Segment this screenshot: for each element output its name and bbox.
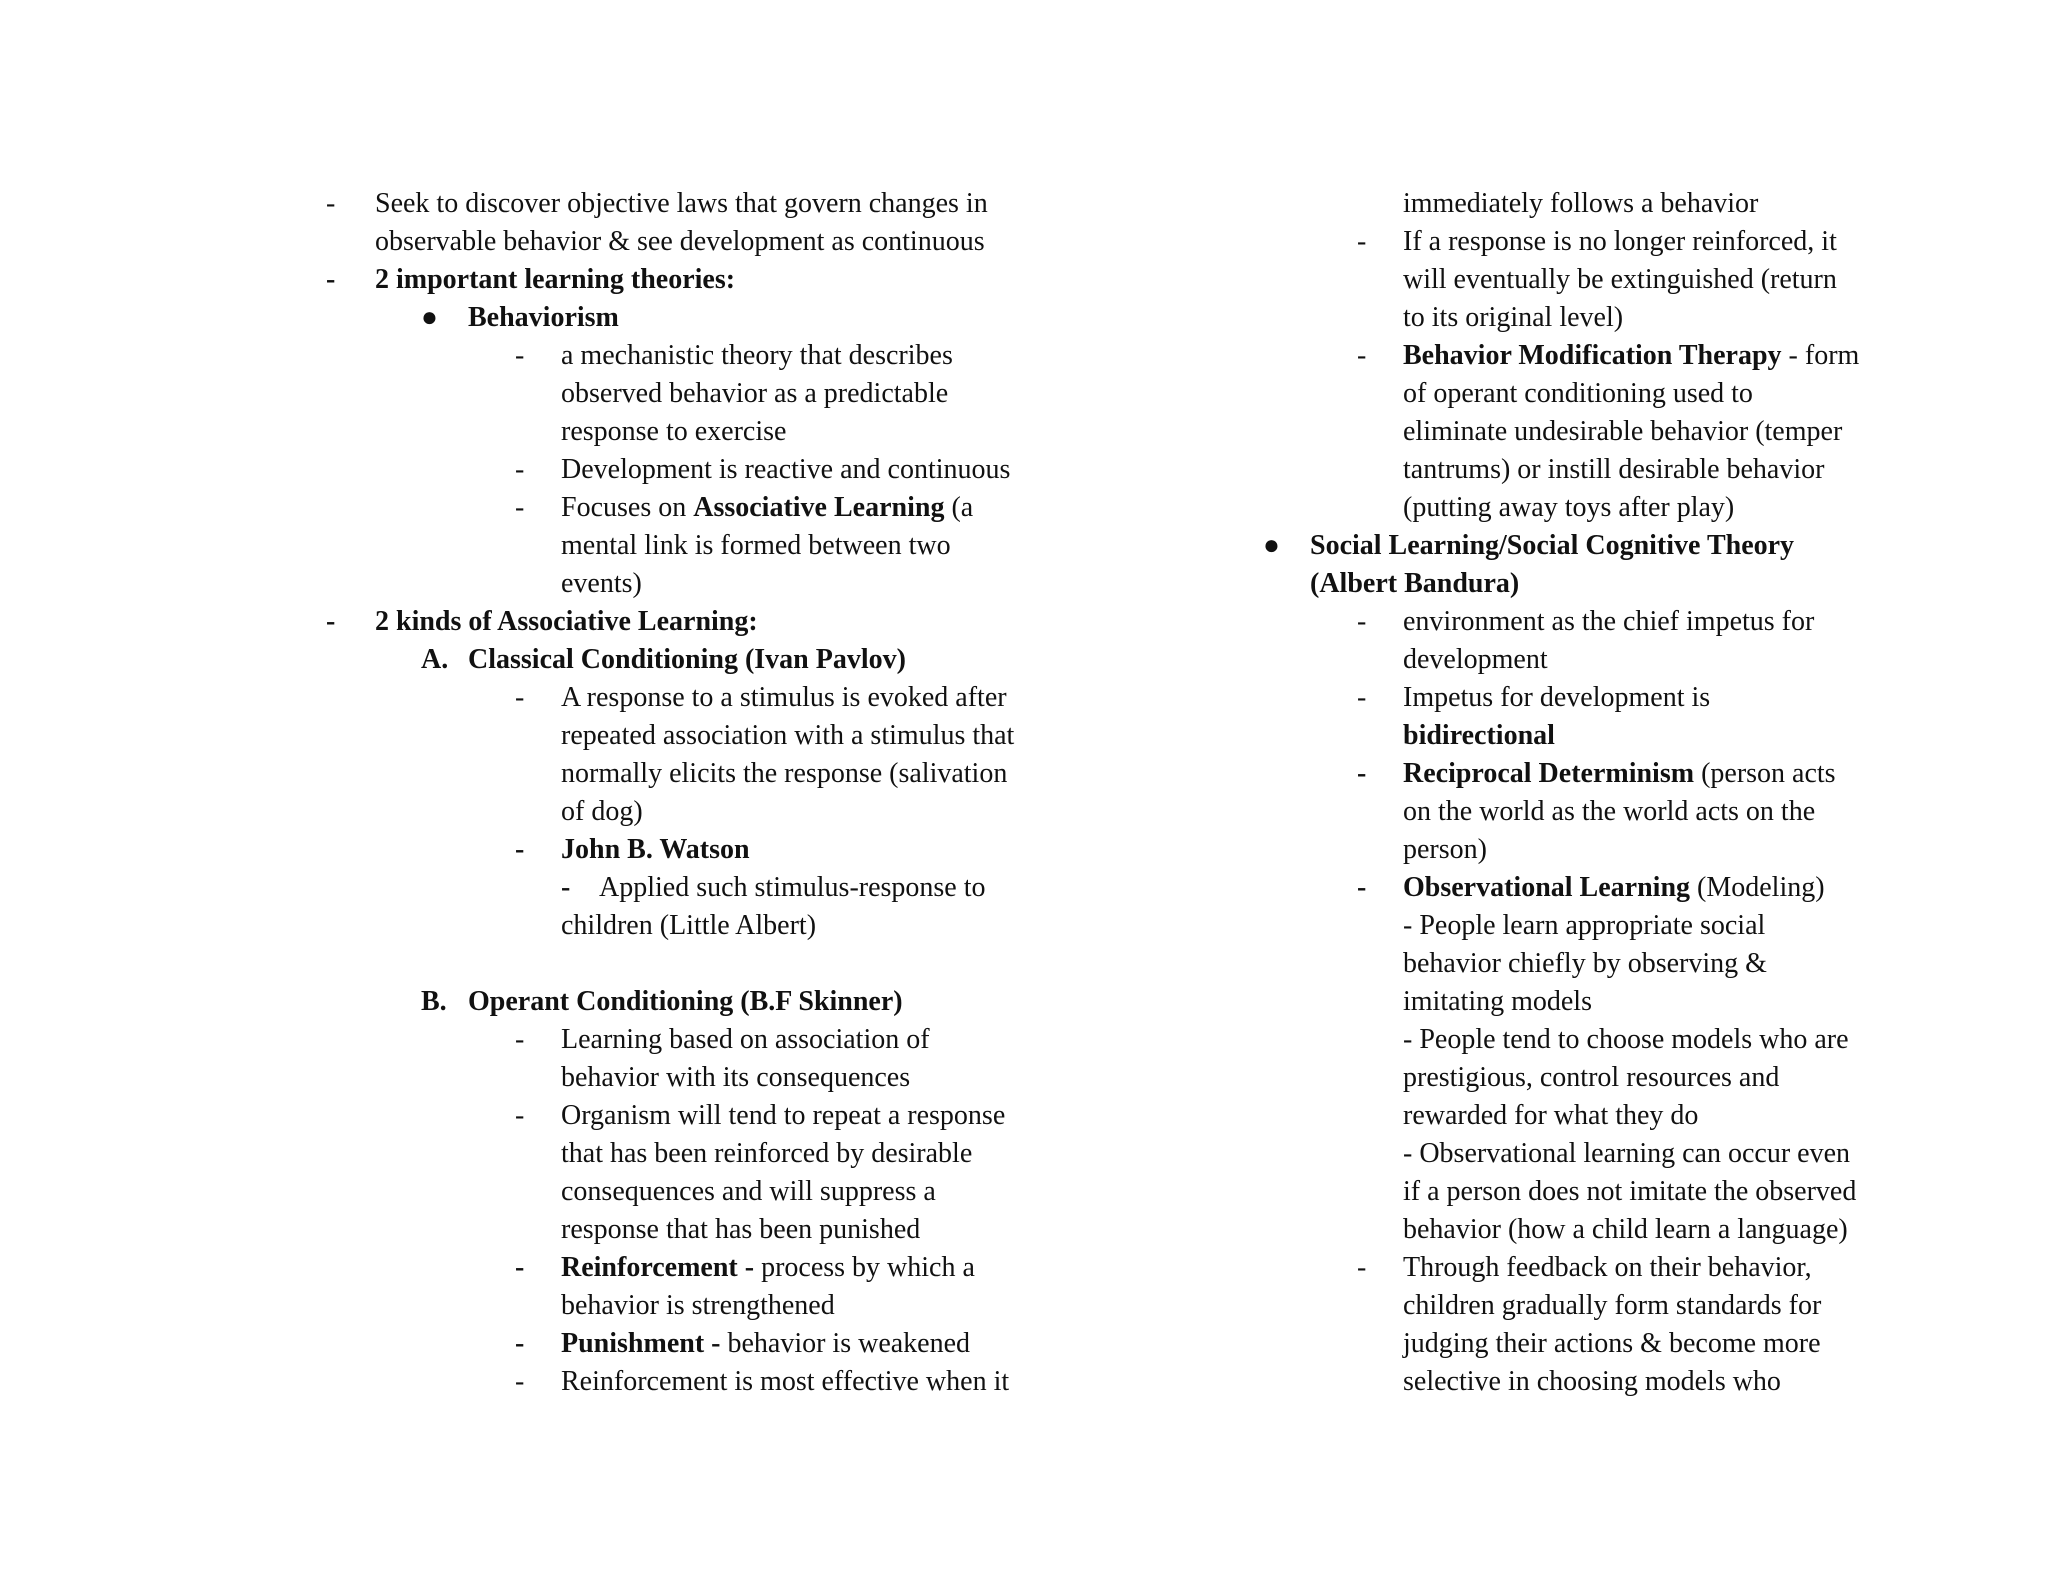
text-line: normally elicits the response (salivation — [561, 758, 1008, 789]
text-line: person) — [1403, 834, 1487, 865]
text-line — [1403, 755, 1836, 793]
text-line: judging their actions & become more — [1403, 1328, 1821, 1359]
heading-learning-theories: 2 important learning theories: — [375, 264, 736, 295]
text-line: of operant conditioning used to — [1403, 378, 1753, 409]
text-line: Seek to discover objective laws that govern changes in — [375, 188, 988, 219]
text-line: that has been reinforced by desirable — [561, 1138, 973, 1169]
bullet-dash: - — [326, 264, 336, 295]
heading-associative-learning: 2 kinds of Associative Learning: — [375, 606, 758, 637]
term-behavior-modification: Behavior Modification Therapy — [1403, 340, 1782, 371]
text-line: - People learn appropriate social — [1403, 910, 1766, 941]
term-reinforcement: Reinforcement - — [561, 1252, 755, 1283]
text-line: immediately follows a behavior — [1403, 188, 1759, 219]
bullet-dash: - — [1357, 226, 1367, 257]
text-segment: (person acts — [1694, 758, 1836, 789]
heading-classical-conditioning: Classical Conditioning (Ivan Pavlov) — [468, 644, 906, 675]
text-segment: (Modeling) — [1690, 872, 1825, 903]
bullet-dash: - — [515, 682, 525, 713]
bullet-dash: - — [515, 1024, 525, 1055]
text-segment: process by which a — [754, 1252, 975, 1283]
text-line: Reinforcement is most effective when it — [561, 1366, 1010, 1397]
text-line: selective in choosing models who — [1403, 1366, 1781, 1397]
bullet-dash: - — [1357, 758, 1367, 789]
bullet-dash: - — [326, 188, 336, 219]
text-line: response to exercise — [561, 416, 787, 447]
text-segment: - form — [1781, 340, 1860, 371]
text-line: consequences and will suppress a — [561, 1176, 936, 1207]
text-line: a mechanistic theory that describes — [561, 340, 953, 371]
bullet-dash: - — [515, 1366, 525, 1397]
text-line: behavior (how a child learn a language) — [1403, 1214, 1848, 1245]
text-line: rewarded for what they do — [1403, 1100, 1699, 1131]
text-line: observable behavior & see development as continuous — [375, 226, 985, 257]
list-marker-a: A. — [421, 644, 449, 675]
text-line: Development is reactive and continuous — [561, 454, 1011, 485]
text-line: Learning based on association of — [561, 1024, 930, 1055]
text-line: behavior chiefly by observing & — [1403, 948, 1767, 979]
bullet-dot: ● — [1263, 530, 1280, 561]
term-reciprocal-determinism: Reciprocal Determinism — [1403, 758, 1695, 789]
text-line: prestigious, control resources and — [1403, 1062, 1780, 1093]
heading-operant-conditioning: Operant Conditioning (B.F Skinner) — [468, 986, 903, 1017]
text-line: - Observational learning can occur even — [1403, 1138, 1851, 1169]
bullet-dash: - — [515, 834, 525, 865]
text-line: Impetus for development is — [1403, 682, 1711, 713]
heading-behaviorism: Behaviorism — [468, 302, 619, 333]
text-line: behavior is strengthened — [561, 1290, 835, 1321]
text-line: imitating models — [1403, 986, 1592, 1017]
bullet-dash: - — [561, 872, 571, 903]
text-line: If a response is no longer reinforced, it — [1403, 226, 1837, 257]
bullet-dash: - — [515, 1100, 525, 1131]
heading-social-learning: Social Learning/Social Cognitive Theory — [1310, 530, 1795, 561]
bullet-dash: - — [1357, 340, 1367, 371]
bullet-dash: - — [1357, 606, 1367, 637]
text-line: Organism will tend to repeat a response — [561, 1100, 1006, 1131]
bullet-dash: - — [515, 340, 525, 371]
bullet-dash: - — [1357, 872, 1367, 903]
term-punishment: Punishment - — [561, 1328, 721, 1359]
text-line: repeated association with a stimulus that — [561, 720, 1015, 751]
text-line: to its original level) — [1403, 302, 1624, 333]
text-line — [1403, 869, 1825, 907]
text-line: children gradually form standards for — [1403, 1290, 1822, 1321]
text-line: Applied such stimulus-response to — [599, 872, 986, 903]
term-bidirectional: bidirectional — [1403, 720, 1555, 751]
text-line: Through feedback on their behavior, — [1403, 1252, 1812, 1283]
term-observational-learning: Observational Learning — [1403, 872, 1691, 903]
text-segment: behavior is weakened — [720, 1328, 971, 1359]
text-line: events) — [561, 568, 642, 599]
text-line: observed behavior as a predictable — [561, 378, 949, 409]
text-line: mental link is formed between two — [561, 530, 951, 561]
bullet-dash: - — [515, 454, 525, 485]
text-line: A response to a stimulus is evoked after — [561, 682, 1007, 713]
text-line: environment as the chief impetus for — [1403, 606, 1815, 637]
text-line: (putting away toys after play) — [1403, 492, 1735, 523]
text-line: response that has been punished — [561, 1214, 921, 1245]
text-line: tantrums) or instill desirable behavior — [1403, 454, 1825, 485]
text-line: on the world as the world acts on the — [1403, 796, 1816, 827]
list-marker-b: B. — [421, 986, 447, 1017]
heading-john-watson: John B. Watson — [561, 834, 750, 865]
text-line: will eventually be extinguished (return — [1403, 264, 1837, 295]
text-line: - People tend to choose models who are — [1403, 1024, 1849, 1055]
bullet-dash: - — [1357, 1252, 1367, 1283]
heading-albert-bandura: (Albert Bandura) — [1310, 568, 1520, 599]
text-segment: (a — [944, 492, 974, 523]
text-line: children (Little Albert) — [561, 910, 817, 941]
text-segment: Focuses on — [561, 492, 694, 523]
bullet-dash: - — [326, 606, 336, 637]
bullet-dash: - — [1357, 682, 1367, 713]
text-line: if a person does not imitate the observed — [1403, 1176, 1857, 1207]
text-line: of dog) — [561, 796, 643, 827]
bullet-dash: - — [515, 1328, 525, 1359]
text-line: behavior with its consequences — [561, 1062, 911, 1093]
bullet-dot: ● — [421, 302, 438, 333]
bullet-dash: - — [515, 1252, 525, 1283]
text-line: eliminate undesirable behavior (temper — [1403, 416, 1843, 447]
bullet-dash: - — [515, 492, 525, 523]
text-line: development — [1403, 644, 1548, 675]
term-associative-learning: Associative Learning — [693, 492, 945, 523]
text-line — [1403, 337, 1859, 375]
